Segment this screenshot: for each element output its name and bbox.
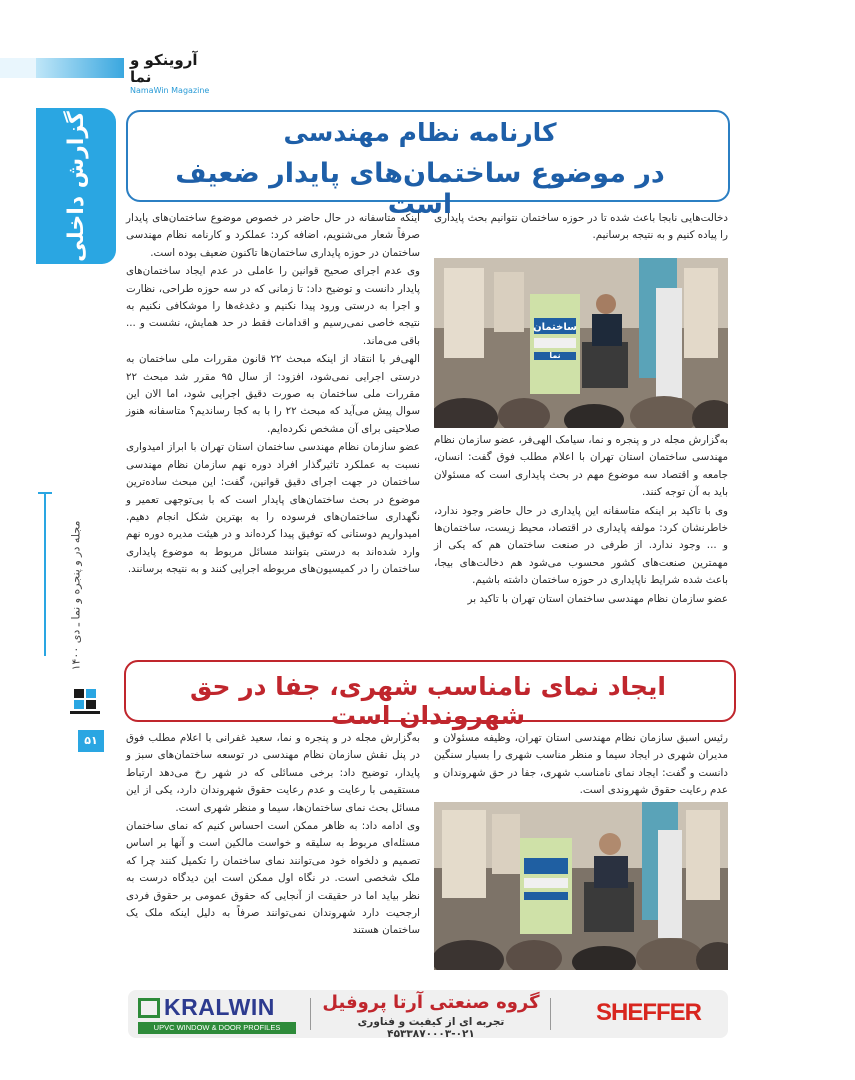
headline-2: ایجاد نمای نامناسب شهری، جفا در حق شهروندان است	[190, 672, 666, 730]
masthead-bar	[36, 58, 124, 78]
paragraph: دخالت‌هایی نابجا باعث شده تا در حوزه ساختمان نتوانیم بحث پایداری را پیاده کنیم و به نتیجه برسانیم.	[434, 212, 728, 242]
paragraph: به‌گزارش مجله در و پنجره و نما، سیامک الهی‌فر، عضو سازمان نظام مهندسی ساختمان استان تهران با اعلام مطلب فوق گفت: انسان، جامعه و اقتصاد سه موضوع مهم در بحث پایداری است که مسئولان باید به آن توجه کنند.	[434, 434, 728, 499]
paragraph: عضو سازمان نظام مهندسی ساختمان استان تهران با ابراز امیدواری نسبت به عملکرد تاثیرگذار افراد دوره نهم سازمان نظام مهندسی ساختمان در جهت اجرای دقیق قوانین، گفت: این مبحث ساده‌ترین موضوع در بحث ساختمان‌های پایدار است که با بی‌توجهی تعمیر و نگهداری ساختمان‌های فرسوده را به بهترین شکل انجام دهیم. امیدواریم دوستانی که توفیق پیدا کرده‌اند و در هیئت مدیره دوره نهم وارد شده‌اند به درستی بتوانند مسائل مربوط به موضوع پایداری ساختمان را در کمیسیون‌های مربوطه اجرایی کنند و به نتیجه برسانند.	[126, 441, 420, 576]
paragraph: وی عدم اجرای صحیح قوانین را عاملی در عدم ایجاد ساختمان‌های پایدار دانست و توضیح داد: تا زمانی که در سه حوزه طراحی، نظارت و اجرا به درستی ورود پیدا نکنیم و دغدغه‌ها را موشکافی نکنیم به نتیجه خاصی نمی‌رسیم و اقدامات فقط در حد همایش، نشست و ... باقی می‌ماند.	[126, 265, 420, 347]
headline-1-line-1: کارنامه نظام مهندسی	[283, 118, 557, 147]
folio-issue-text: مجله در و پنجره و نما ـ دی ۱۴۰۰	[69, 520, 83, 670]
logo-persian: آروینکو و نما	[130, 51, 198, 86]
window-logo-icon	[70, 687, 104, 717]
paragraph: به‌گزارش مجله در و پنجره و نما، سعید غفرانی با اعلام مطلب فوق در پنل نقش سازمان نظام مهندسی در توسعه ساختمان‌های سبز و پایدار، توضیح داد: برخی مسائلی که در شهر رخ می‌دهد ارتباط مستقیمی با رعایت و عدم رعایت حقوق شهروندان دارد، یکی از این مسائل بحث نمای ساختمان‌ها، سیما و منظر شهری است.	[126, 732, 420, 814]
article-1-right-col-top	[434, 210, 728, 246]
ad-divider	[310, 998, 311, 1030]
paragraph: عضو سازمان نظام مهندسی ساختمان استان تهران با تاکید بر	[467, 592, 728, 605]
magazine-logo	[130, 51, 222, 95]
kralwin-tagline: UPVC WINDOW & DOOR PROFILES	[138, 1022, 296, 1034]
paragraph: وی با تاکید بر اینکه متاسفانه این پایداری در حال حاضر وجود ندارد، خاطرنشان کرد: مولفه پایداری در اقتصاد، محیط زیست، ساختمان‌ها و ... وجود ندارد. از طرفی در صنعت ساختمان هم که یکی از مهمترین صنعت‌های کشور محسوب می‌شود هم دخالت‌های بیجا، باعث شده شرایط ناپایداری در حوزه ساختمان داشته باشیم.	[434, 504, 728, 587]
logo-english: NamaWin Magazine	[130, 86, 210, 95]
conference-photo-2	[434, 802, 728, 970]
kralwin-logo: KRALWIN	[164, 994, 275, 1020]
arta-profile-contact: تجربه ای از کیفیت و فناوری ۰۲۱-۴۵۳۳۸۷۰۰۰۳	[357, 1016, 505, 1040]
article-2-left-col	[126, 730, 420, 941]
paragraph: وی ادامه داد: به ظاهر ممکن است احساس کنیم که نمای ساختمان مسئله‌ای مربوط به سلیقه و خواست مالکین است و آنها بر اساس تصمیم و دلخواه خود می‌توانند نمای ساختمان را تکمیل کنند چرا که ملک شخصی است. در نگاه اول ممکن است این دیدگاه درست به نظر بیاید اما در حقیقت از آنجایی که حقوق عمومی بر حقوق فردی ارجحیت دارد شهروندان نمی‌توانند صرفاً به دلیل اینکه ملک یک ساختمان هستند	[126, 820, 420, 937]
page-number: ۵۱	[78, 730, 104, 752]
kralwin-window-icon	[138, 998, 160, 1018]
arta-profile-title: گروه صنعتی آرتا پروفیل	[322, 992, 540, 1013]
folio-line	[44, 492, 46, 656]
photo-1-banner-main: ساختمان	[533, 322, 577, 333]
article-2-right-col	[434, 730, 728, 801]
conference-photo-1	[434, 258, 728, 428]
paragraph: الهی‌فر با انتقاد از اینکه مبحث ۲۲ قانون مقررات ملی ساختمان به درستی اجرایی نمی‌شود، افزود: از سال ۹۵ مقرر شد مبحث ۲۲ مقررات ملی ساختمان به صورت دقیق اجرایی شود، اما الان این سوال پیش می‌آید که مبحث ۲۲ را با به کجا رساندیم؟ متاسفانه هنوز صلاحیتی برای آن مشخص نکرده‌ایم.	[126, 353, 421, 435]
article-1-right-col-bottom	[434, 432, 728, 609]
paragraph: اینکه متاسفانه در حال حاضر در خصوص موضوع ساختمان‌های پایدار صرفاً شعار می‌شنویم، اضافه کرد: عملکرد و کارنامه نظام مهندسی ساختمان در حوزه پایداری ساختمان‌ها تاکنون ضعیف بوده است.	[126, 212, 420, 259]
sheffer-logo: SHEFFER	[596, 999, 702, 1026]
folio-issue-wrap	[56, 490, 96, 700]
masthead-strip	[0, 58, 36, 78]
photo-1-banner-brand: نما	[549, 351, 561, 360]
article-1-left-col	[126, 210, 420, 580]
section-tab-label: گزارش داخلی	[63, 110, 89, 262]
ad-divider	[550, 998, 551, 1030]
headline-1-line-2: در موضوع ساختمان‌های پایدار ضعیف است	[175, 158, 665, 220]
paragraph: رئیس اسبق سازمان نظام مهندسی استان تهران، وظیفه مسئولان و مدیران شهری در ایجاد سیما و منظر مناسب شهری را بسیار سنگین دانست و گفت: ایجاد نمای نامناسب شهری، جفا در حق شهروندان و عدم رعایت حقوق شهروندی است.	[434, 732, 728, 797]
section-tab-label-wrap	[36, 108, 116, 264]
